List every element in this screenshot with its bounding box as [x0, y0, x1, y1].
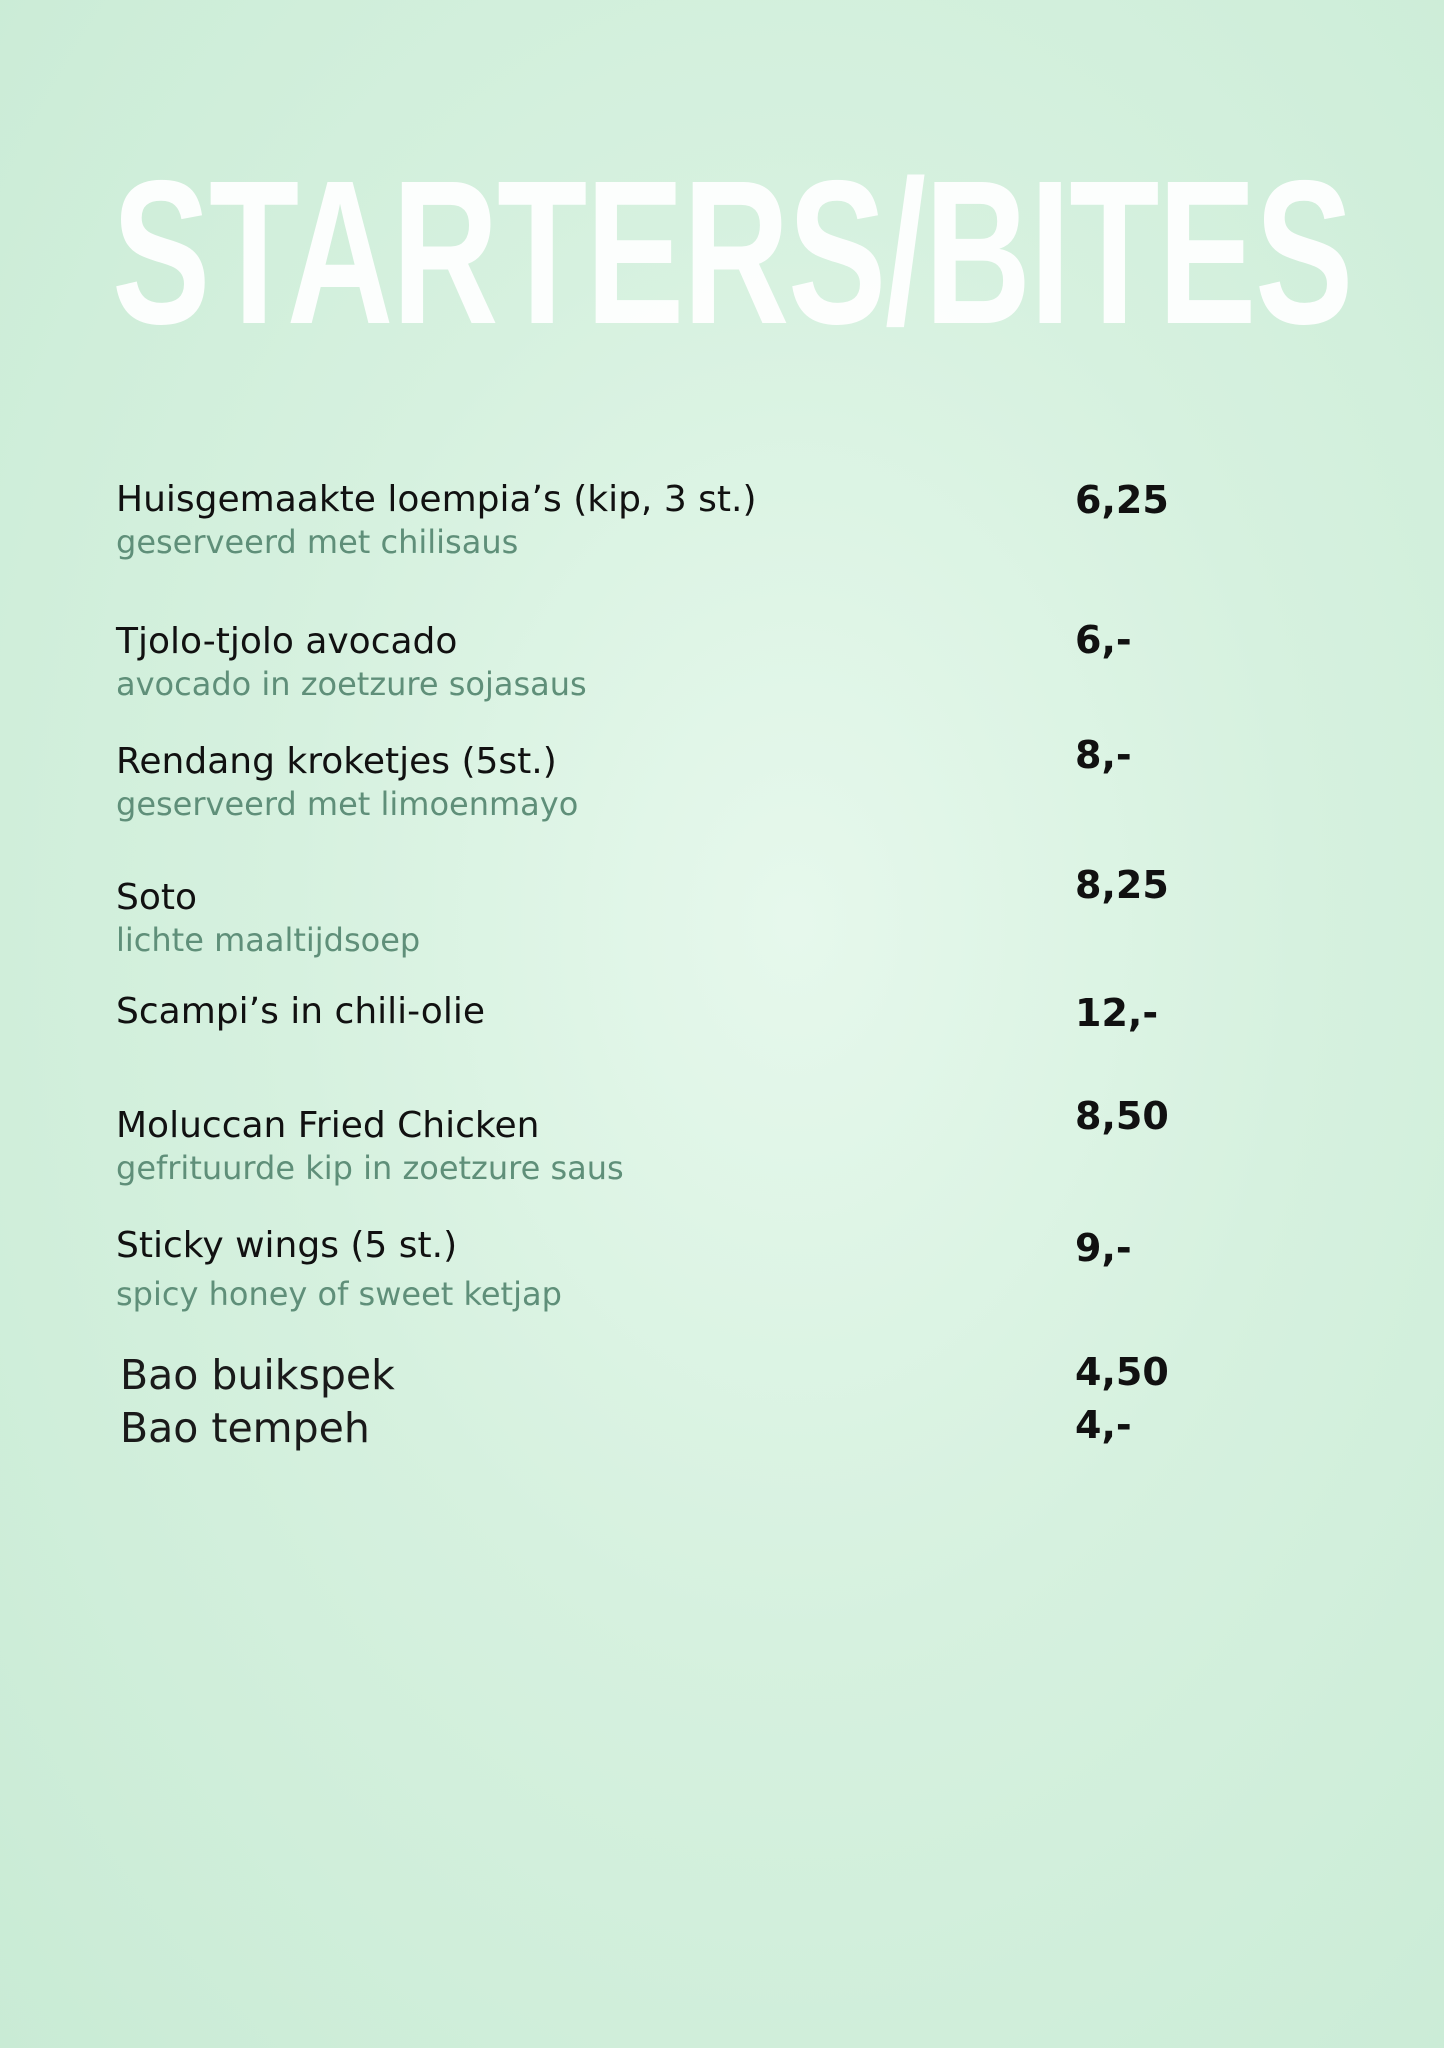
item-name: Scampi’s in chili-olie: [116, 991, 485, 1032]
item-name: Bao tempeh: [120, 1404, 370, 1452]
item-description: geserveerd met chilisaus: [116, 523, 519, 561]
item-price: 8,-: [1075, 733, 1132, 777]
item-name: Soto: [116, 877, 198, 918]
item-description: gefrituurde kip in zoetzure saus: [116, 1149, 624, 1187]
page-title: STARTERS/BITES: [112, 138, 1352, 367]
item-description: avocado in zoetzure sojasaus: [116, 665, 587, 703]
item-price: 6,-: [1075, 618, 1132, 662]
item-price: 12,-: [1075, 991, 1159, 1035]
menu-item: [116, 1224, 1316, 1314]
item-price: 4,-: [1075, 1403, 1132, 1447]
menu-item: [116, 740, 1316, 824]
item-price: 8,25: [1075, 863, 1169, 907]
item-price: 9,-: [1075, 1226, 1132, 1270]
item-price: 6,25: [1075, 478, 1169, 522]
item-price: 4,50: [1075, 1350, 1169, 1394]
item-description: geserveerd met limoenmayo: [116, 785, 579, 823]
menu-item: [120, 1401, 1320, 1455]
item-name: Bao buikspek: [120, 1351, 395, 1399]
item-name: Sticky wings (5 st.): [116, 1225, 458, 1266]
item-description: lichte maaltijdsoep: [116, 921, 421, 959]
item-name: Moluccan Fried Chicken: [116, 1105, 540, 1146]
item-price: 8,50: [1075, 1094, 1169, 1138]
item-name: Rendang kroketjes (5st.): [116, 741, 557, 782]
item-name: Huisgemaakte loempia’s (kip, 3 st.): [116, 479, 757, 520]
menu-item: [116, 620, 1316, 704]
item-name: Tjolo-tjolo avocado: [116, 621, 458, 662]
item-description: spicy honey of sweet ketjap: [116, 1275, 562, 1313]
